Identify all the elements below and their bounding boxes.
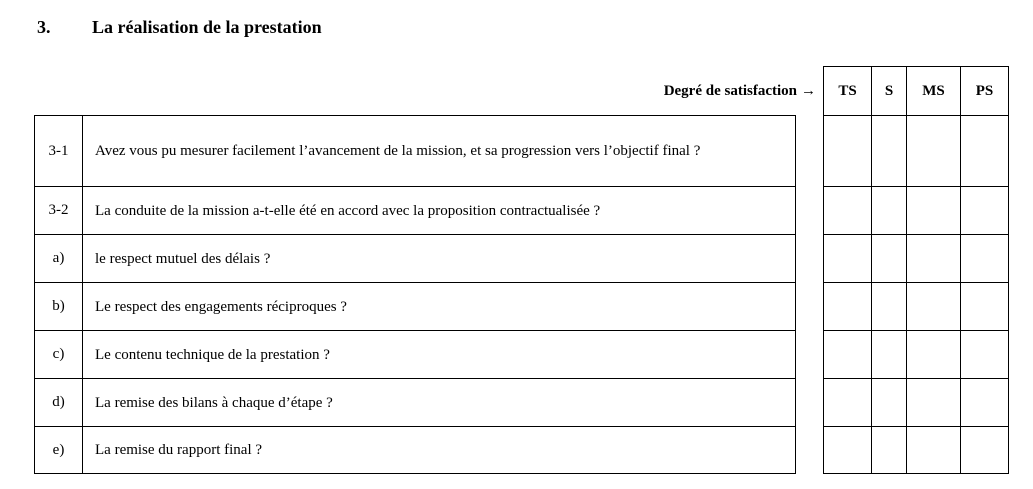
- question-number: e): [35, 427, 83, 473]
- rating-cell-ts[interactable]: [823, 282, 872, 331]
- column-header-ms: MS: [906, 66, 961, 116]
- question-text: La remise des bilans à chaque d’étape ?: [95, 394, 333, 411]
- question-row: [34, 234, 796, 283]
- question-number: a): [35, 235, 83, 282]
- rating-cell-ps[interactable]: [960, 378, 1009, 427]
- rating-cell-s[interactable]: [871, 282, 907, 331]
- question-number: c): [35, 331, 83, 378]
- rating-cell-ts[interactable]: [823, 426, 872, 474]
- rating-cell-ms[interactable]: [906, 426, 961, 474]
- rating-cell-ps[interactable]: [960, 234, 1009, 283]
- question-text: La conduite de la mission a-t-elle été en accord avec la proposition contractualisée ?: [95, 202, 601, 219]
- question-number: d): [35, 379, 83, 426]
- question-text: La remise du rapport final ?: [95, 442, 263, 458]
- question-text: Le contenu technique de la prestation ?: [95, 346, 330, 363]
- rating-cell-ts[interactable]: [823, 115, 872, 187]
- rating-cell-s[interactable]: [871, 426, 907, 474]
- satisfaction-label: [560, 66, 816, 116]
- section-heading: [37, 17, 322, 38]
- satisfaction-label-text: Degré de satisfaction: [663, 82, 797, 99]
- section-title: La réalisation de la prestation: [92, 17, 322, 37]
- question-row: [34, 186, 796, 235]
- question-text: Avez vous pu mesurer facilement l’avancement de la mission, et sa progression vers l’objectif final ?: [95, 143, 701, 159]
- question-row: [34, 426, 796, 474]
- question-text: le respect mutuel des délais ?: [95, 250, 271, 267]
- right-arrow-icon: →: [801, 82, 816, 99]
- question-row: [34, 115, 796, 187]
- rating-cell-ts[interactable]: [823, 234, 872, 283]
- rating-cell-ms[interactable]: [906, 234, 961, 283]
- rating-cell-ts[interactable]: [823, 378, 872, 427]
- rating-cell-s[interactable]: [871, 378, 907, 427]
- column-header-s: S: [871, 66, 907, 116]
- rating-cell-s[interactable]: [871, 115, 907, 187]
- rating-cell-s[interactable]: [871, 234, 907, 283]
- rating-cell-ms[interactable]: [906, 378, 961, 427]
- question-number: 3-1: [35, 116, 83, 186]
- question-row: [34, 282, 796, 331]
- question-text: Le respect des engagements réciproques ?: [95, 298, 347, 315]
- rating-cell-ms[interactable]: [906, 330, 961, 379]
- question-number: b): [35, 283, 83, 330]
- rating-cell-ms[interactable]: [906, 282, 961, 331]
- rating-cell-ts[interactable]: [823, 330, 872, 379]
- question-row: [34, 378, 796, 427]
- rating-cell-ps[interactable]: [960, 426, 1009, 474]
- rating-cell-s[interactable]: [871, 330, 907, 379]
- rating-cell-ts[interactable]: [823, 186, 872, 235]
- rating-cell-ps[interactable]: [960, 115, 1009, 187]
- rating-cell-ps[interactable]: [960, 330, 1009, 379]
- column-header-ts: TS: [823, 66, 872, 116]
- question-number: 3-2: [35, 187, 83, 234]
- rating-cell-s[interactable]: [871, 186, 907, 235]
- rating-cell-ps[interactable]: [960, 186, 1009, 235]
- rating-cell-ms[interactable]: [906, 115, 961, 187]
- rating-cell-ps[interactable]: [960, 282, 1009, 331]
- question-row: [34, 330, 796, 379]
- column-header-ps: PS: [960, 66, 1009, 116]
- section-number: 3.: [37, 17, 51, 37]
- rating-cell-ms[interactable]: [906, 186, 961, 235]
